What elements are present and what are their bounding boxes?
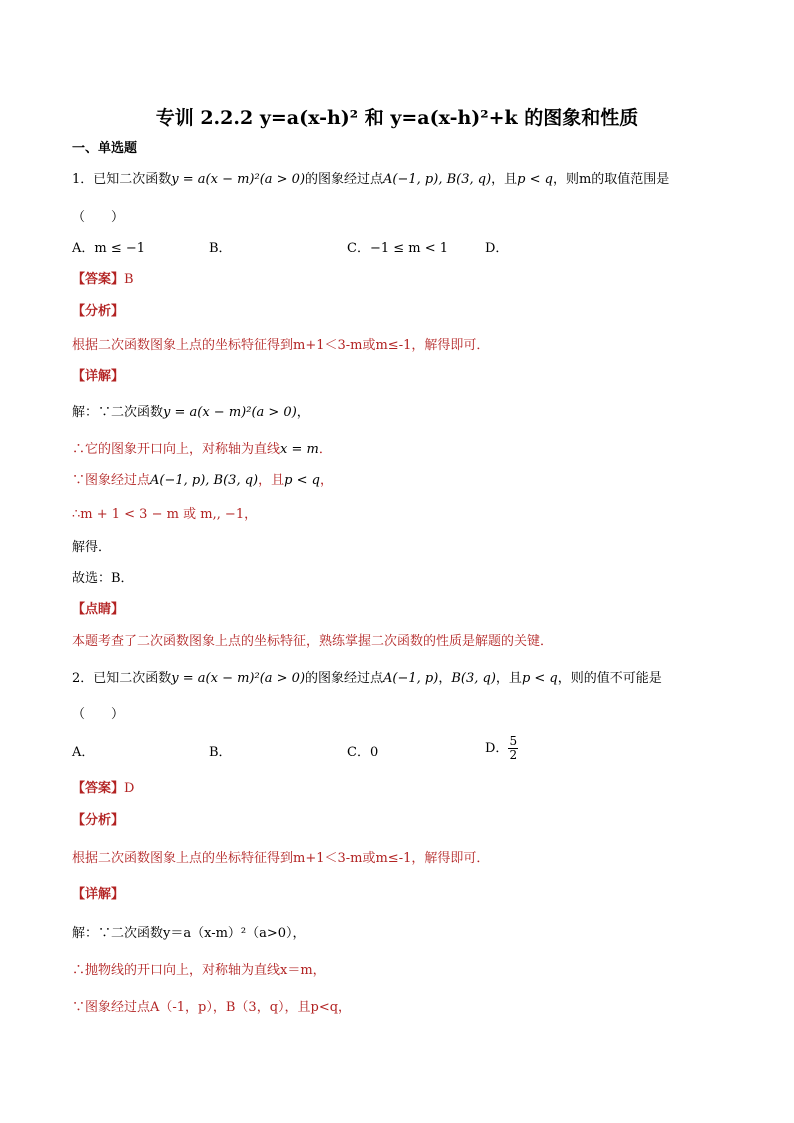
q1-paren: （ ） [72, 210, 125, 225]
q2-option-d-label: D． [485, 741, 509, 756]
q1-detail-line-1 [72, 404, 310, 422]
q2-sep: ， [438, 671, 452, 686]
q1-option-c: C．−1 ≤ m < 1 [347, 241, 449, 256]
q1-option-d: D． [485, 241, 509, 256]
q2-option-d-fraction [508, 735, 518, 762]
q1-answer-value: B [124, 272, 134, 287]
fraction-numerator: 5 [509, 734, 518, 748]
page-title: 专训 2.2.2 y=a(x-h)² 和 y=a(x-h)²+k 的图象和性质 [155, 107, 639, 129]
q1-d2-math: x = m [280, 442, 319, 457]
q1-points: A(−1, p), B(3, q) [383, 172, 492, 187]
q1-answer-tag: 【答案】 [72, 272, 125, 287]
q1-d1-math: y = a(x − m)²(a > 0) [163, 405, 297, 420]
q1-d3-math2: p < q [284, 473, 320, 488]
q1-answer [72, 271, 134, 289]
q2-option-d [485, 735, 518, 762]
q1-detail-line-5: 解得． [72, 540, 112, 555]
q2-option-c: C．0 [347, 745, 379, 760]
q1-analysis-text: 根据二次函数图象上点的坐标特征得到m+1＜3-m或m≤-1，解得即可． [72, 338, 490, 353]
q1-stem-suffix: ，则m的取值范围是 [552, 172, 670, 187]
q1-stem-mid: 的图象经过点 [305, 172, 384, 187]
q2-answer-tag: 【答案】 [72, 781, 125, 796]
q1-detail-line-6: 故选：B． [72, 571, 134, 586]
q1-function: y = a(x − m)²(a > 0) [171, 172, 306, 187]
q2-function: y = a(x − m)²(a > 0) [171, 671, 306, 686]
q1-stem [72, 171, 669, 189]
q2-option-a: A． [72, 745, 95, 760]
q1-d3-suffix: ， [319, 473, 333, 488]
q1-d3-mid: ，且 [258, 473, 285, 488]
q1-d1-suffix: ， [296, 405, 310, 420]
q2-detail-line-2: ∴抛物线的开口向上，对称轴为直线x＝m， [72, 963, 326, 978]
q1-option-b: B． [209, 241, 232, 256]
q1-comment-tag: 【点睛】 [72, 602, 125, 617]
q2-detail-line-3: ∵图象经过点A（-1，p），B（3，q），且p<q， [72, 1000, 352, 1015]
q1-analysis-tag: 【分析】 [72, 304, 125, 319]
q2-stem-mid2: ，且 [495, 671, 522, 686]
q2-stem-suffix: ，则的值不可能是 [557, 671, 662, 686]
q1-stem-prefix: 1．已知二次函数 [72, 172, 172, 187]
q2-analysis-text: 根据二次函数图象上点的坐标特征得到m+1＜3-m或m≤-1，解得即可． [72, 851, 490, 866]
section-heading: 一、单选题 [72, 141, 138, 156]
q2-answer-value: D [124, 781, 135, 796]
q2-condition: p < q [521, 671, 558, 686]
q2-option-b: B． [209, 745, 232, 760]
q1-detail-line-2 [72, 441, 332, 459]
fraction-denominator: 2 [509, 748, 518, 762]
q1-d3-prefix: ∵图象经过点 [72, 473, 151, 488]
q2-stem-prefix: 2．已知二次函数 [72, 671, 172, 686]
q1-d2-prefix: ∴它的图象开口向上，对称轴为直线 [72, 442, 281, 457]
q2-stem-mid: 的图象经过点 [305, 671, 384, 686]
q1-d2-suffix: ． [318, 442, 332, 457]
q1-comment-text: 本题考查了二次函数图象上点的坐标特征，熟练掌握二次函数的性质是解题的关键． [72, 634, 554, 649]
q2-analysis-tag: 【分析】 [72, 813, 125, 828]
q1-d3-math: A(−1, p), B(3, q) [150, 473, 259, 488]
q2-point-b: B(3, q) [451, 671, 496, 686]
q2-detail-line-1: 解：∵二次函数y＝a（x-m）²（a>0）， [72, 926, 306, 941]
q2-point-a: A(−1, p) [383, 671, 439, 686]
q2-paren: （ ） [72, 707, 125, 722]
q1-stem-mid2: ，且 [491, 172, 518, 187]
q2-detail-tag: 【详解】 [72, 887, 125, 902]
q1-condition: p < q [517, 172, 553, 187]
q1-d1-prefix: 解：∵二次函数 [72, 405, 164, 420]
q2-answer [72, 780, 134, 798]
q1-detail-line-4: ∴m + 1 < 3 − m 或 m‚‚ −1， [72, 507, 258, 522]
q1-option-a: A．m ≤ −1 [72, 241, 146, 256]
q1-detail-line-3 [72, 472, 333, 490]
q2-stem [72, 670, 662, 688]
q1-detail-tag: 【详解】 [72, 369, 125, 384]
